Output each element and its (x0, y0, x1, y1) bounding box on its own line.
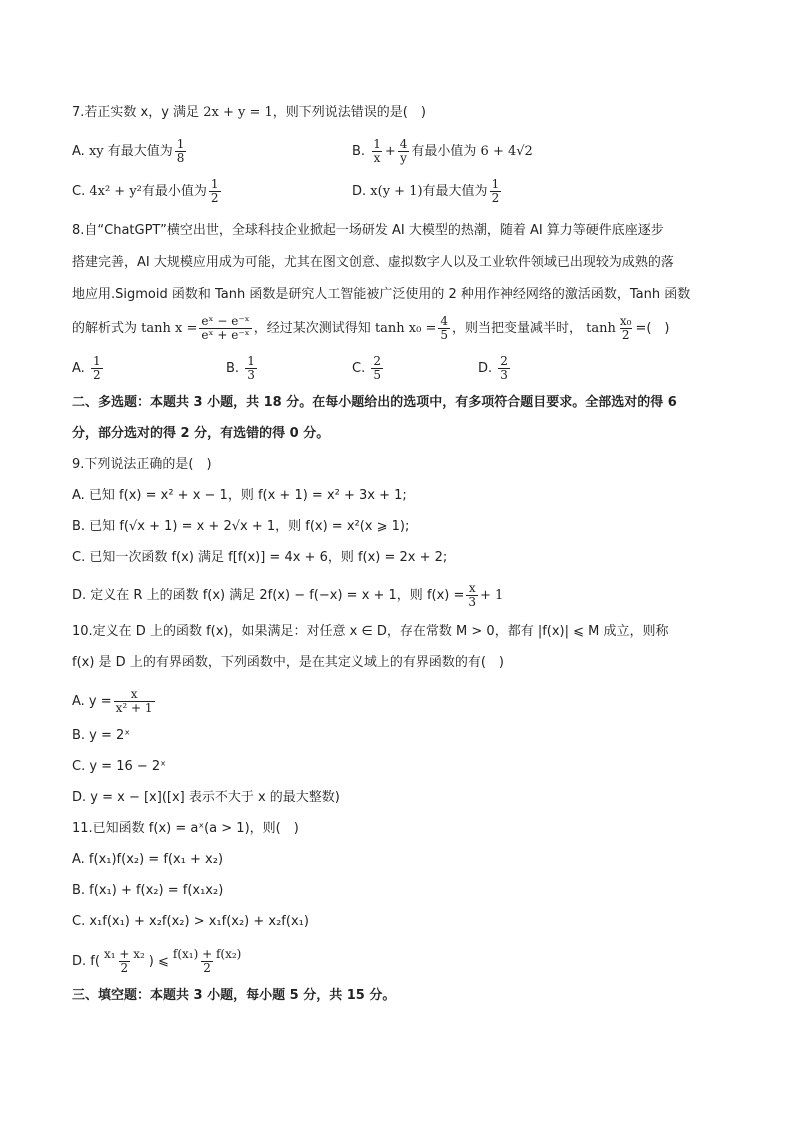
numerator: 4 (399, 137, 408, 151)
denominator: 2 (92, 368, 101, 382)
numerator: x (468, 581, 476, 595)
numerator: 1 (210, 177, 219, 191)
q7-option-a (72, 138, 188, 165)
section-3-instructions: 本题共 3 小题，每小题 5 分，共 15 分。 (150, 988, 396, 1003)
denominator: y (400, 151, 407, 165)
section-3-heading (72, 986, 395, 1006)
q8-option-a (72, 355, 105, 382)
q8-l4-text: ，则当把变量减半时， (452, 321, 583, 336)
fraction (199, 315, 251, 342)
numerator: 2 (373, 354, 381, 368)
q7-stem-text: 7.若正实数 (72, 105, 137, 120)
q9-option-c: C. 已知一次函数 f(x) 满足 f[f(x)] = 4x + 6，则 f(x) = 2x + 2; (72, 550, 448, 565)
q9-option-d (72, 582, 503, 609)
q9-stem: 9.下列说法正确的是( ) (72, 457, 212, 472)
plus-sign: + (384, 144, 396, 159)
q11-option-a: A. f(x₁)f(x₂) = f(x₁ + x₂) (72, 852, 224, 867)
q10-option-b: B. y = 2ˣ (72, 728, 131, 743)
q7-stem (72, 103, 426, 123)
q7-a-math: xy (88, 144, 104, 159)
q10-line-1: 10.定义在 D 上的函数 f(x)，如果满足：对任意 x ∈ D，存在常数 M > 0，都有 |f(x)| ⩽ M 成立，则称 (72, 624, 669, 639)
q8-l4-end: =( ) (635, 321, 670, 336)
q9-d-tail: + 1 (480, 588, 504, 603)
q7-b-text: 有最小值为 (411, 144, 477, 159)
numerator: 2 (500, 354, 508, 368)
section-2-instructions-2: 分，部分选对的得 2 分，有选错的得 0 分。 (72, 426, 330, 441)
option-label: B. (226, 361, 240, 376)
q7-stem-tail: ，则下列说法错误的是( ) (272, 105, 426, 120)
q11-d-text: D. f( (72, 954, 100, 969)
fraction (438, 315, 450, 342)
fraction (171, 948, 243, 975)
denominator: 2 (491, 191, 500, 205)
fraction (490, 178, 502, 205)
fraction (175, 138, 187, 165)
q9-d-text: D. 定义在 R 上的函数 f(x) 满足 2f(x) − f(−x) = x + 1，则 f(x) = (72, 588, 465, 603)
option-label: D. (352, 184, 367, 199)
q9-option-a: A. 已知 f(x) = x² + x − 1，则 f(x + 1) = x² + 3x + 1; (72, 488, 407, 503)
numerator: 1 (247, 354, 255, 368)
fraction (371, 138, 383, 165)
fraction (398, 138, 410, 165)
denominator: 3 (247, 368, 255, 382)
q8-option-d (478, 355, 512, 382)
denominator: 2 (120, 961, 129, 975)
option-label: C. (72, 184, 86, 199)
numerator: x₀ (619, 314, 632, 328)
q7-d-text: 有最大值为 (422, 184, 488, 199)
fraction (91, 355, 103, 382)
denominator: 3 (500, 368, 508, 382)
numerator: 1 (491, 177, 500, 191)
section-2-instructions: 本题共 3 小题，共 18 分。在每小题给出的选项中，有多项符合题目要求。全部选对的得 6 (150, 395, 677, 410)
fraction (466, 582, 478, 609)
q8-line-1: 8.自“ChatGPT”横空出世，全球科技企业掀起一场研发 AI 大模型的热潮，随着 AI 算力等硬件底座逐步 (72, 223, 664, 238)
option-label: A. (72, 361, 85, 376)
option-label: A. (72, 144, 85, 159)
option-label: C. (352, 361, 366, 376)
option-label: B. (352, 144, 366, 159)
q10-a-text: A. y = (72, 694, 112, 709)
numerator: 1 (92, 354, 101, 368)
denominator: 2 (621, 328, 630, 342)
numerator: 1 (373, 137, 381, 151)
q7-option-d (352, 178, 503, 205)
section-3-title: 三、填空题： (72, 988, 151, 1003)
q10-line-2: f(x) 是 D 上的有界函数，下列函数中，是在其定义域上的有界函数的有( ) (72, 655, 504, 670)
denominator: eˣ + e⁻ˣ (201, 328, 250, 342)
denominator: 8 (176, 151, 185, 165)
q7-stem-vars: x，y 满足 (136, 105, 200, 120)
q7-a-text: 有最大值为 (107, 144, 173, 159)
q11-option-d (72, 948, 245, 975)
q7-b-value: 6 + 4√2 (480, 144, 533, 159)
q7-d-math: x(y + 1) (370, 184, 423, 199)
denominator: 3 (468, 595, 477, 609)
q8-l4-text: 的解析式为 (72, 321, 138, 336)
denominator: 5 (373, 368, 381, 382)
denominator: 5 (440, 328, 448, 342)
section-2-title: 二、多选题： (72, 395, 151, 410)
fraction (498, 355, 510, 382)
q11-option-b: B. f(x₁) + f(x₂) = f(x₁x₂) (72, 883, 224, 898)
numerator: x (130, 687, 138, 701)
numerator: eˣ − e⁻ˣ (201, 314, 250, 328)
denominator: 2 (210, 191, 219, 205)
q7-c-math: 4x² + y² (89, 184, 142, 199)
q8-tanh-x0: tanh x₀ = (374, 321, 437, 336)
q8-option-b (226, 355, 259, 382)
numerator: 1 (176, 137, 185, 151)
numerator: f(x₁) + f(x₂) (172, 947, 242, 961)
denominator: 2 (203, 961, 211, 975)
option-label: D. (478, 361, 493, 376)
fraction (102, 948, 147, 975)
q8-line-3: 地应用.Sigmoid 函数和 Tanh 函数是研究人工智能被广泛使用的 2 种用作神经网络的激活函数，Tanh 函数 (72, 287, 691, 302)
q8-tanh-half: tanh (586, 321, 616, 336)
q7-option-b (352, 138, 533, 165)
q10-option-c: C. y = 16 − 2ˣ (72, 759, 166, 774)
q7-c-text: 有最小值为 (141, 184, 207, 199)
q9-option-b: B. 已知 f(√x + 1) = x + 2√x + 1，则 f(x) = x²(x ⩾ 1); (72, 519, 410, 534)
q8-option-c (352, 355, 385, 382)
q8-l4-text: ，经过某次测试得知 (253, 321, 371, 336)
numerator: x₁ + x₂ (103, 947, 145, 961)
fraction (114, 688, 155, 715)
q11-option-c: C. x₁f(x₁) + x₂f(x₂) > x₁f(x₂) + x₂f(x₁) (72, 914, 309, 929)
q8-tanh-def: tanh x = (141, 321, 198, 336)
numerator: 4 (440, 314, 448, 328)
q7-option-c (72, 178, 223, 205)
q11-d-middle: ) ⩽ (148, 954, 169, 969)
denominator: x (373, 151, 381, 165)
q7-stem-equation: 2x + y = 1 (203, 105, 273, 120)
q8-line-4 (72, 315, 670, 342)
section-2-heading (72, 393, 677, 413)
fraction (371, 355, 383, 382)
q10-option-d: D. y = x − [x]([x] 表示不大于 x 的最大整数) (72, 790, 340, 805)
q10-option-a (72, 688, 157, 715)
fraction (245, 355, 257, 382)
denominator: x² + 1 (115, 701, 153, 715)
q8-line-2: 搭建完善，AI 大规模应用成为可能，尤其在图文创意、虚拟数字人以及工业软件领域已出现较为成熟的落 (72, 255, 674, 270)
q11-stem: 11.已知函数 f(x) = aˣ(a > 1)，则( ) (72, 821, 299, 836)
fraction (209, 178, 221, 205)
fraction (618, 315, 634, 342)
